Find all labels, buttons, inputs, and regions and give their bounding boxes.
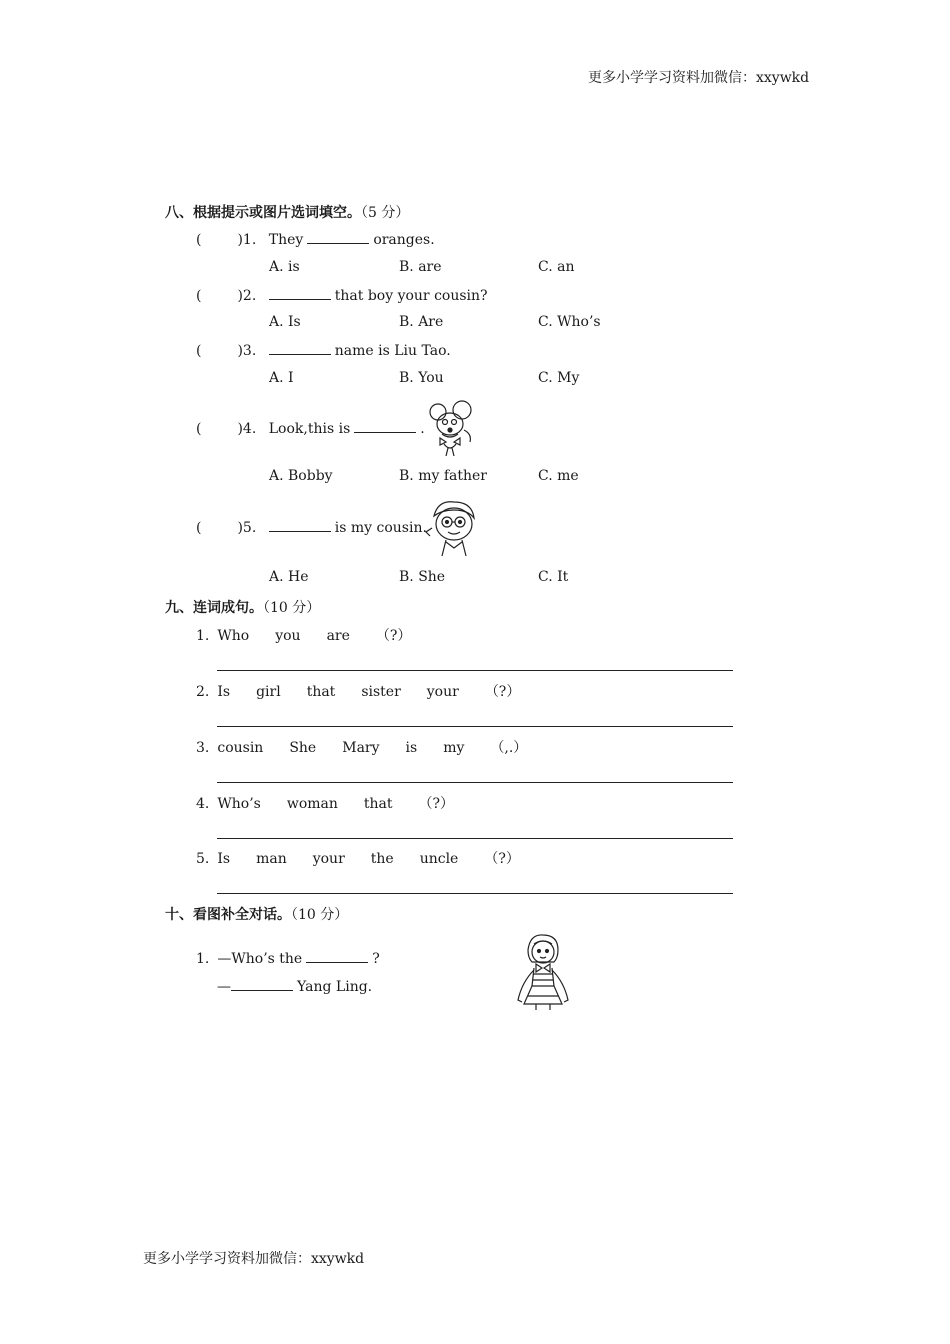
question-text-before: They xyxy=(268,232,304,248)
reorder-item-2 xyxy=(196,681,546,701)
item-number: 1. xyxy=(196,628,210,644)
answer-line-1[interactable] xyxy=(217,670,733,671)
item-number: 3. xyxy=(196,740,210,756)
paren-open: ( xyxy=(196,421,202,437)
section-8-points: （5 分） xyxy=(361,205,410,221)
option-2b[interactable]: B. Are xyxy=(399,314,444,330)
word: （,.） xyxy=(490,740,528,756)
word: is xyxy=(405,740,418,756)
paren-open: ( xyxy=(196,343,202,359)
word: （?） xyxy=(418,796,455,812)
question-number: )2. xyxy=(237,288,257,304)
word: are xyxy=(326,628,350,644)
item-number: 5. xyxy=(196,851,210,867)
word: your xyxy=(426,684,459,700)
dialogue-text-after: Yang Ling. xyxy=(297,979,373,995)
word: （?） xyxy=(375,628,412,644)
word: you xyxy=(275,628,301,644)
paren-open: ( xyxy=(196,288,202,304)
fill-blank[interactable] xyxy=(307,231,369,244)
reorder-item-3 xyxy=(196,737,553,757)
option-5b[interactable]: B. She xyxy=(399,569,446,585)
option-3c[interactable]: C. My xyxy=(538,370,580,386)
word: Is xyxy=(217,684,231,700)
word: the xyxy=(370,851,394,867)
question-text-after: is my cousin. xyxy=(334,520,427,536)
question-number: )4. xyxy=(237,421,257,437)
word: girl xyxy=(256,684,281,700)
word: Who’s xyxy=(217,796,261,812)
option-3a[interactable]: A. I xyxy=(269,370,294,386)
header-watermark: 更多小学学习资料加微信：xxywkd xyxy=(588,70,810,86)
section-10-title xyxy=(165,904,348,924)
answer-line-5[interactable] xyxy=(217,893,733,894)
question-text-after: that boy your cousin? xyxy=(334,288,488,304)
word: Is xyxy=(217,851,231,867)
mouse-cartoon-icon xyxy=(420,400,480,458)
word: （?） xyxy=(484,684,521,700)
reorder-item-5 xyxy=(196,848,546,868)
option-4b[interactable]: B. my father xyxy=(399,468,487,484)
word: my xyxy=(443,740,465,756)
question-text-after: name is Liu Tao. xyxy=(334,343,451,359)
question-4 xyxy=(196,420,425,437)
dialogue-line-2 xyxy=(217,978,372,995)
word: your xyxy=(312,851,345,867)
question-1 xyxy=(196,231,435,248)
reorder-item-1 xyxy=(196,625,437,645)
item-number: 2. xyxy=(196,684,210,700)
answer-line-4[interactable] xyxy=(217,838,733,839)
fill-blank[interactable] xyxy=(269,519,331,532)
word: man xyxy=(256,851,287,867)
option-4c[interactable]: C. me xyxy=(538,468,579,484)
question-number: )5. xyxy=(237,520,257,536)
word: uncle xyxy=(419,851,459,867)
item-number: 1. xyxy=(196,951,210,967)
dialogue-text-before: —Who’s the xyxy=(217,951,303,967)
word: sister xyxy=(361,684,401,700)
paren-open: ( xyxy=(196,232,202,248)
word: that xyxy=(363,796,393,812)
fill-blank[interactable] xyxy=(306,950,368,963)
answer-line-2[interactable] xyxy=(217,726,733,727)
word: Who xyxy=(217,628,250,644)
word: Mary xyxy=(342,740,380,756)
answer-line-3[interactable] xyxy=(217,782,733,783)
paren-open: ( xyxy=(196,520,202,536)
item-number: 4. xyxy=(196,796,210,812)
fill-blank[interactable] xyxy=(269,342,331,355)
section-8-title xyxy=(165,202,409,222)
question-text-after: . xyxy=(420,421,425,437)
fill-blank[interactable] xyxy=(269,287,331,300)
section-9-title xyxy=(165,597,320,617)
section-8-title-text: 八、根据提示或图片选词填空。 xyxy=(165,205,361,221)
section-9-points: （10 分） xyxy=(263,600,321,616)
question-number: )1. xyxy=(237,232,257,248)
fill-blank[interactable] xyxy=(354,420,416,433)
question-5 xyxy=(196,519,427,536)
option-2c[interactable]: C. Who’s xyxy=(538,314,601,330)
question-text-before: Look,this is xyxy=(268,421,351,437)
section-10-points: （10 分） xyxy=(291,907,349,923)
option-3b[interactable]: B. You xyxy=(399,370,444,386)
word: woman xyxy=(286,796,338,812)
option-4a[interactable]: A. Bobby xyxy=(269,468,333,484)
question-3 xyxy=(196,342,451,359)
option-1b[interactable]: B. are xyxy=(399,259,442,275)
dialogue-text-after: ? xyxy=(372,951,380,967)
dialogue-dash: — xyxy=(217,979,231,995)
section-9-title-text: 九、连词成句。 xyxy=(165,600,263,616)
option-5a[interactable]: A. He xyxy=(269,569,309,585)
option-2a[interactable]: A. Is xyxy=(269,314,301,330)
option-1a[interactable]: A. is xyxy=(269,259,300,275)
footer-watermark: 更多小学学习资料加微信：xxywkd xyxy=(143,1251,365,1267)
section-10-title-text: 十、看图补全对话。 xyxy=(165,907,291,923)
word: She xyxy=(289,740,317,756)
question-2 xyxy=(196,287,488,304)
word: cousin xyxy=(217,740,264,756)
girl-cartoon-icon xyxy=(512,932,574,1012)
word: that xyxy=(306,684,336,700)
word: （?） xyxy=(484,851,520,867)
question-number: )3. xyxy=(237,343,257,359)
dialogue-line-1 xyxy=(196,950,380,967)
option-1c[interactable]: C. an xyxy=(538,259,575,275)
fill-blank[interactable] xyxy=(231,978,293,991)
boy-with-glasses-icon xyxy=(424,498,480,558)
question-text-after: oranges. xyxy=(373,232,435,248)
option-5c[interactable]: C. It xyxy=(538,569,569,585)
reorder-item-4 xyxy=(196,793,480,813)
